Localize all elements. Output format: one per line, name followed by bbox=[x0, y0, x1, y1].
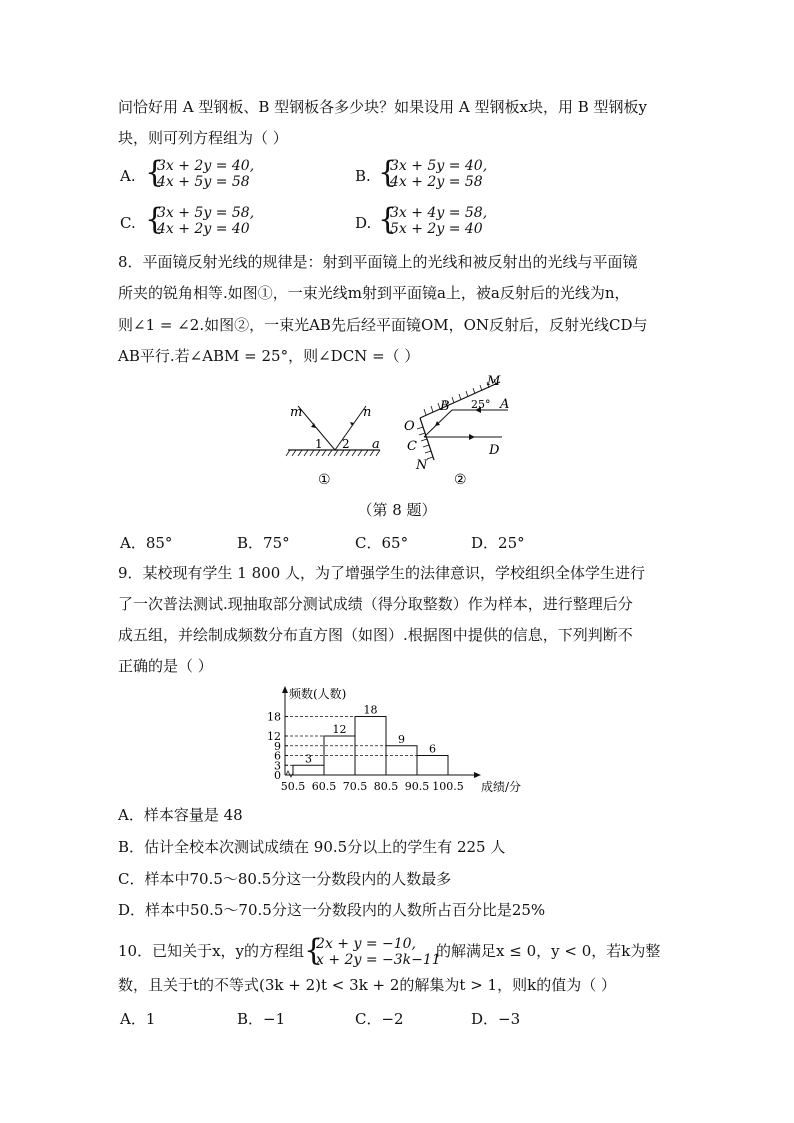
option-text: 估计全校本次测试成绩在 90.5分以上的学生有 225 人 bbox=[144, 838, 506, 856]
option-label: B. bbox=[355, 167, 371, 185]
equation: 4x + 5y = 58 bbox=[157, 174, 250, 190]
y-tick-label: 12 bbox=[267, 730, 281, 743]
q8-option-a[interactable] bbox=[120, 533, 172, 553]
option-label: C． bbox=[355, 534, 382, 552]
equation: 3x + 5y = 40, bbox=[390, 158, 488, 174]
q10-option-c[interactable] bbox=[355, 1009, 404, 1029]
q10-suffix: 的解满足x ≤ 0，y < 0，若k为整 bbox=[436, 942, 661, 960]
x-axis-arrow bbox=[474, 772, 481, 778]
y-tick-label: 0 bbox=[274, 769, 281, 782]
y-axis-label: 频数(人数) bbox=[289, 687, 347, 701]
label-n: n bbox=[363, 405, 372, 420]
x-tick-label: 70.5 bbox=[342, 780, 368, 793]
bar-value-label: 12 bbox=[332, 723, 347, 736]
x-tick-label: 60.5 bbox=[311, 780, 337, 793]
q9-option-d[interactable] bbox=[118, 900, 545, 920]
histogram-chart bbox=[255, 682, 545, 797]
equation: x + 2y = −3k−11 bbox=[316, 952, 441, 968]
angle-25: 25° bbox=[471, 398, 491, 411]
q8-line-3: 则∠1 = ∠2.如图②，一束光AB先后经平面镜OM，ON反射后，反射光线CD与 bbox=[118, 316, 648, 334]
q8-option-b[interactable] bbox=[237, 533, 290, 553]
option-label: B． bbox=[237, 534, 264, 552]
label-m: m bbox=[290, 405, 303, 420]
label-B: B bbox=[440, 399, 450, 414]
q9-option-a[interactable] bbox=[118, 805, 243, 825]
q7-line-1: 问恰好用 A 型钢板、B 型钢板各多少块？如果设用 A 型钢板x块，用 B 型钢板y bbox=[118, 98, 648, 116]
q8-figure bbox=[280, 370, 540, 495]
equation-system bbox=[304, 933, 441, 968]
q8-option-c[interactable] bbox=[355, 533, 408, 553]
q10-option-a[interactable] bbox=[120, 1009, 155, 1029]
option-text: 1 bbox=[145, 1010, 156, 1028]
figure-1-number: ① bbox=[318, 472, 331, 488]
arrow-m bbox=[311, 423, 316, 428]
option-label: A． bbox=[120, 1010, 146, 1028]
histogram-bar bbox=[293, 765, 324, 775]
q9-option-b[interactable] bbox=[118, 837, 505, 857]
bar-value-label: 9 bbox=[398, 732, 405, 746]
arrow-cd bbox=[469, 434, 475, 440]
label-O: O bbox=[404, 419, 415, 434]
histogram-bar bbox=[417, 756, 448, 776]
axis-break bbox=[286, 771, 293, 777]
option-label: C． bbox=[355, 1010, 382, 1028]
label-C: C bbox=[407, 439, 417, 454]
q9-line-3: 成五组，并绘制成频数分布直方图（如图）.根据图中提供的信息，下列判断不 bbox=[118, 626, 633, 644]
option-text: −1 bbox=[263, 1010, 286, 1028]
q9-line-2: 了一次普法测试.现抽取部分测试成绩（得分取整数）作为样本，进行整理后分 bbox=[118, 595, 633, 613]
option-label: D． bbox=[471, 1010, 499, 1028]
option-text: 25° bbox=[498, 534, 525, 552]
equation: 2x + y = −10, bbox=[316, 936, 416, 952]
equation: 3x + 4y = 58, bbox=[390, 205, 488, 221]
q9-option-c[interactable] bbox=[118, 869, 451, 889]
y-tick-label: 6 bbox=[274, 749, 281, 763]
option-label: B． bbox=[118, 838, 145, 856]
mirror-hatch bbox=[286, 450, 380, 456]
q10-line-2: 数，且关于t的不等式(3k + 2)t < 3k + 2的解集为t > 1，则k的值为（ ） bbox=[118, 976, 616, 994]
option-label: D. bbox=[355, 214, 372, 232]
q10-line-1 bbox=[118, 933, 661, 968]
brace: { bbox=[378, 155, 398, 190]
label-N: N bbox=[416, 458, 428, 473]
option-label: C． bbox=[118, 870, 145, 888]
equation: 5x + 2y = 40 bbox=[390, 221, 483, 237]
angle-1: 1 bbox=[315, 437, 323, 451]
figure-2-number: ② bbox=[454, 472, 467, 488]
x-tick-label: 50.5 bbox=[280, 780, 306, 793]
equation: 3x + 2y = 40, bbox=[157, 158, 255, 174]
ray-n bbox=[335, 406, 366, 450]
q8-line-1: 8．平面镜反射光线的规律是：射到平面镜上的光线和被反射出的光线与平面镜 bbox=[118, 253, 638, 271]
q10-option-d[interactable] bbox=[471, 1009, 520, 1029]
q9-line-1: 9．某校现有学生 1 800 人，为了增强学生的法律意识，学校组织全体学生进行 bbox=[118, 564, 646, 582]
q8-figure-caption: （第 8 题） bbox=[357, 501, 437, 519]
y-tick-label: 9 bbox=[274, 739, 281, 753]
option-text: −3 bbox=[498, 1010, 521, 1028]
y-axis-arrow bbox=[282, 686, 288, 693]
brace: { bbox=[304, 933, 324, 968]
q9-line-4: 正确的是（ ） bbox=[118, 657, 213, 675]
option-label: A． bbox=[120, 534, 146, 552]
bar-value-label: 3 bbox=[305, 752, 312, 766]
option-label: C. bbox=[120, 214, 136, 232]
bar-value-label: 6 bbox=[429, 742, 436, 756]
option-text: 样本容量是 48 bbox=[143, 806, 243, 824]
option-text: 85° bbox=[145, 534, 173, 552]
q8-line-4: AB平行.若∠ABM = 25°，则∠DCN =（ ） bbox=[118, 347, 420, 365]
q10-option-b[interactable] bbox=[237, 1009, 285, 1029]
x-tick-label: 90.5 bbox=[404, 780, 430, 793]
option-label: B． bbox=[237, 1010, 264, 1028]
bar-value-label: 18 bbox=[363, 703, 378, 717]
histogram-bar bbox=[386, 746, 417, 775]
x-axis-label: 成绩/分 bbox=[481, 780, 522, 794]
y-tick-label: 3 bbox=[274, 759, 281, 773]
q8-option-d[interactable] bbox=[471, 533, 525, 553]
brace: { bbox=[145, 202, 165, 237]
option-label: D． bbox=[471, 534, 499, 552]
brace: { bbox=[378, 202, 398, 237]
y-tick-label: 18 bbox=[267, 710, 281, 724]
option-label: A． bbox=[118, 806, 144, 824]
q10-prefix: 10．已知关于x，y的方程组 bbox=[118, 942, 305, 960]
equation: 4x + 2y = 58 bbox=[390, 174, 483, 190]
q7-line-2: 块，则可列方程组为（ ） bbox=[118, 129, 288, 147]
equation: 4x + 2y = 40 bbox=[157, 221, 250, 237]
option-text: 样本中50.5～70.5分这一分数段内的人数所占百分比是25% bbox=[145, 901, 546, 919]
label-D: D bbox=[489, 443, 500, 458]
label-M: M bbox=[487, 374, 501, 389]
option-text: 65° bbox=[381, 534, 409, 552]
angle-2: 2 bbox=[342, 437, 350, 451]
label-A: A bbox=[500, 397, 510, 412]
x-tick-label: 80.5 bbox=[373, 780, 399, 793]
x-tick-label: 100.5 bbox=[432, 780, 464, 793]
brace: { bbox=[145, 155, 165, 190]
option-text: −2 bbox=[381, 1010, 404, 1028]
equation: 3x + 5y = 58, bbox=[157, 205, 255, 221]
option-label: D． bbox=[118, 901, 146, 919]
option-label: A. bbox=[120, 167, 136, 185]
option-text: 75° bbox=[263, 534, 290, 552]
option-text: 样本中70.5～80.5分这一分数段内的人数最多 bbox=[144, 870, 452, 888]
q8-line-2: 所夹的锐角相等.如图①，一束光线m射到平面镜a上，被a反射后的光线为n， bbox=[118, 284, 630, 302]
label-a: a bbox=[372, 437, 380, 452]
